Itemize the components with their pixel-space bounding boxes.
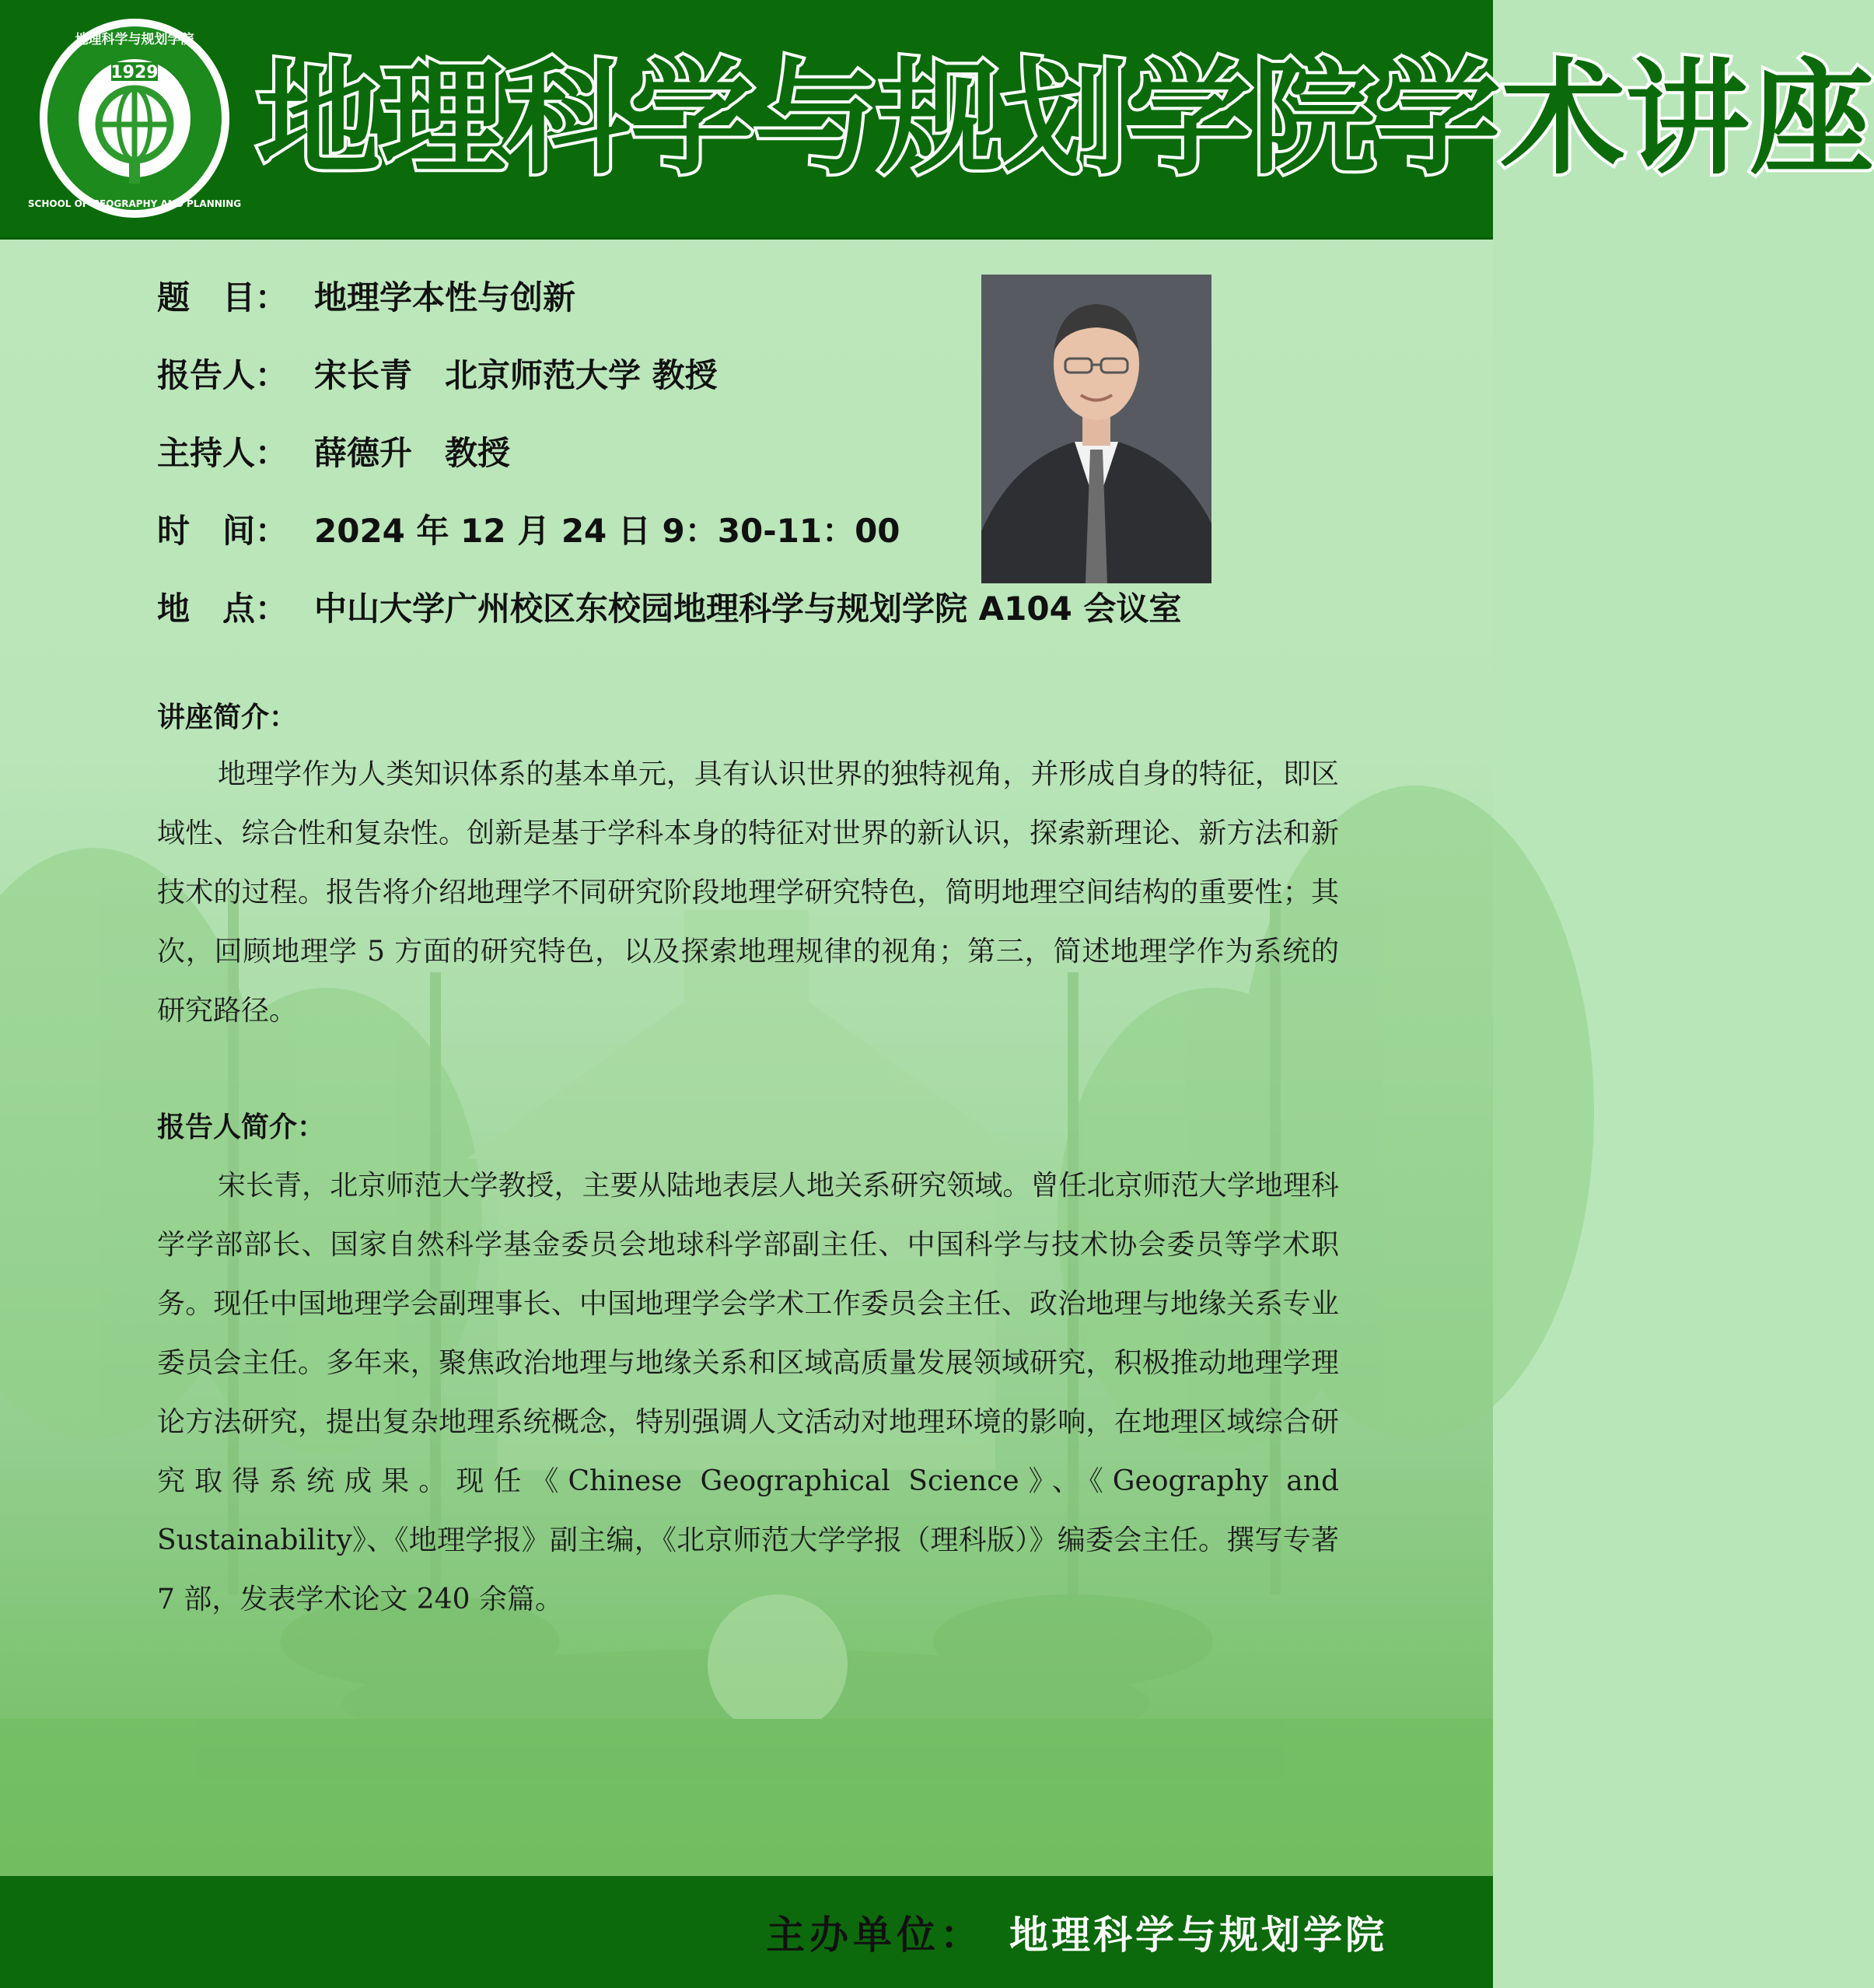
speaker-value: 宋长青 北京师范大学 教授 [314, 356, 718, 394]
school-logo [27, 16, 242, 222]
info-row-time [157, 504, 900, 558]
logo-top-text: 地理科学与规划学院 [75, 32, 194, 47]
organizer-value: 地理科学与规划学院 [1009, 1913, 1387, 1958]
lecture-intro-text: 地理学作为人类知识体系的基本单元，具有认识世界的独特视角，并形成自身的特征，即区域性、综合性和复杂性。创新是基于学科本身的特征对世界的新认识，探索新理论、新方法和新技术的过程。报告将介绍地理学不同研究阶段地理学研究特色，简明地理空间结构的重要性；其次，回顾地理学 5 方面的研究特色，以及探索地理规律的视角；第三，简述地理学作为系统的研究路径。 [157, 758, 1339, 1027]
topic-label: 题 目： [157, 278, 288, 317]
info-row-host [157, 426, 510, 481]
info-row-venue [157, 582, 1181, 636]
host-label: 主持人： [157, 434, 288, 472]
header-title: 地理科学与规划学院学术讲座 [257, 46, 1874, 191]
time-value: 2024 年 12 月 24 日 9：30-11：00 [314, 512, 900, 550]
info-row-speaker [157, 348, 718, 403]
time-label: 时 间： [157, 512, 288, 550]
logo-bottom-text: SCHOOL OF GEOGRAPHY AND PLANNING [27, 198, 242, 209]
venue-label: 地 点： [157, 590, 288, 628]
lecture-intro-title: 讲座简介： [157, 702, 298, 733]
host-value: 薛德升 教授 [314, 434, 511, 472]
topic-value: 地理学本性与创新 [314, 278, 576, 317]
logo-year: 1929 [110, 63, 159, 82]
organizer-label: 主办单位： [766, 1913, 984, 1958]
info-row-topic [157, 271, 575, 325]
venue-value: 中山大学广州校区东校园地理科学与规划学院 A104 会议室 [314, 590, 1182, 628]
speaker-intro-text: 宋长青，北京师范大学教授，主要从陆地表层人地关系研究领域。曾任北京师范大学地理科学学部部长、国家自然科学基金委员会地球科学部副主任、中国科学与技术协会委员等学术职务。现任中国地理学会副理事长、中国地理学会学术工作委员会主任、政治地理与地缘关系专业委员会主任。多年来，聚焦政治地理与地缘关系和区域高质量发展领域研究，积极推动地理学理论方法研究，提出复杂地理系统概念，特别强调人文活动对地理环境的影响，在地理区域综合研究取得系统成果。现任《Chinese Geographical Science》、《Geography and Sustainability》、《地理学报》副主编，《北京师范大学学报（理科版）》编委会主任。撰写专著 7 部，发表学术论文 240 余篇。 [157, 1170, 1339, 1615]
speaker-photo [981, 275, 1211, 583]
speaker-intro-title: 报告人简介： [157, 1111, 326, 1143]
speaker-label: 报告人： [157, 356, 288, 394]
